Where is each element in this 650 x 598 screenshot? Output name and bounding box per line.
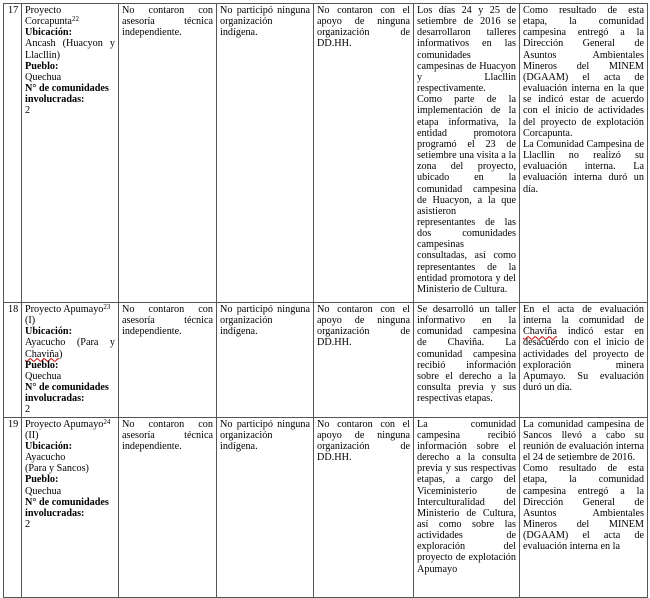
evaluation-stage-cell — [520, 417, 648, 597]
human-rights-org-cell: No contaron con el apoyo de ninguna organización de DD.HH. — [314, 303, 414, 418]
spellcheck-word: Chaviña — [523, 326, 557, 338]
information-paragraph: Se desarrolló un taller informativo en la comunidad campesina de Chaviña. La comunidad campesina recibió información sobre el derecho a la consulta previa y sus respectivas etapas. — [417, 304, 516, 405]
information-stage-cell — [414, 417, 520, 597]
information-paragraph: Los días 24 y 25 de setiembre de 2016 se desarrollaron talleres informativos en las comunidades campesinas de Huacyon y Llacllin respectivamente. — [417, 5, 516, 95]
project-cell — [22, 417, 119, 597]
row-number: 17 — [4, 4, 22, 303]
communities-value: 2 — [25, 404, 31, 416]
human-rights-org-cell: No contaron con el apoyo de ninguna organización de DD.HH. — [314, 417, 414, 597]
project-cell — [22, 303, 119, 418]
indigenous-org-cell: No participó ninguna organización indígena. — [217, 4, 314, 303]
table-row — [4, 417, 648, 597]
information-paragraph: Como parte de la implementación de la etapa informativa, la entidad promotora programó el 23 de setiembre una visita a la zona del proyecto, ubicado en la comunidad campesina de Huacyon, a la que asistieron representantes de las dos comunidades campesinas consultadas, así como representantes de la entidad promotora y del Ministerio de Cultura. — [417, 94, 516, 295]
project-name: Proyecto Apumayo — [25, 418, 104, 430]
location-value-detail: (Para y Sancos) — [25, 463, 89, 475]
indigenous-org-cell: No participó ninguna organización indígena. — [217, 417, 314, 597]
technical-advice-cell: No contaron con asesoría técnica independiente. — [119, 417, 217, 597]
evaluation-stage-cell — [520, 4, 648, 303]
communities-value: 2 — [25, 518, 31, 530]
people-value: Quechua — [25, 71, 62, 83]
evaluation-paragraph: Como resultado de esta etapa, la comunidad campesina entregó a la Dirección General de Asuntos Ambientales Mineros del MINEM (DGAAM) el acta de evaluación interna en la que se indicó estar de acuerdo con el inicio de actividades del proyecto de explotación Corcapunta. — [523, 5, 644, 139]
footnote-ref: 22 — [71, 15, 79, 24]
project-cell — [22, 4, 119, 303]
footnote-ref: 24 — [103, 417, 111, 426]
table-row — [4, 4, 648, 303]
indigenous-org-cell: No participó ninguna organización indígena. — [217, 303, 314, 418]
location-value: Ancash (Huacyon y Llacllin) — [25, 38, 115, 61]
people-label: Pueblo: — [25, 474, 59, 486]
people-label: Pueblo: — [25, 359, 59, 371]
information-stage-cell — [414, 303, 520, 418]
spellcheck-word: Chaviña — [25, 348, 59, 360]
location-label: Ubicación: — [25, 326, 72, 338]
human-rights-org-cell: No contaron con el apoyo de ninguna organización de DD.HH. — [314, 4, 414, 303]
information-stage-cell — [414, 4, 520, 303]
evaluation-paragraph: En el acta de evaluación interna la comunidad de Chaviña indicó estar en desacuerdo con el inicio de actividades del proyecto de exploración minera Apumayo. Su evaluación duró un día. — [523, 304, 644, 394]
location-label: Ubicación: — [25, 27, 72, 39]
communities-value: 2 — [25, 105, 31, 117]
location-value: Ayacucho (Para y Chaviña) — [25, 337, 115, 360]
project-phase: (II) — [25, 429, 39, 441]
consultation-table — [3, 3, 648, 598]
row-number: 19 — [4, 417, 22, 597]
communities-label: N° de comunidades involucradas: — [25, 83, 109, 106]
evaluation-paragraph: Como resultado de esta etapa, la comunidad campesina entregó a la Dirección General de Asuntos Ambientales Mineros del MINEM (DGAAM) el acta de evaluación interna en la — [523, 463, 644, 553]
project-phase: (I) — [25, 315, 36, 327]
row-number: 18 — [4, 303, 22, 418]
location-label: Ubicación: — [25, 440, 72, 452]
location-value: Ayacucho — [25, 452, 66, 464]
people-value: Quechua — [25, 485, 62, 497]
project-name: Proyecto Apumayo — [25, 304, 104, 315]
table-row — [4, 303, 648, 418]
communities-label: N° de comunidades involucradas: — [25, 382, 109, 405]
project-name: Proyecto Corcapunta — [25, 5, 72, 28]
technical-advice-cell: No contaron con asesoría técnica independiente. — [119, 303, 217, 418]
communities-label: N° de comunidades involucradas: — [25, 496, 109, 519]
people-label: Pueblo: — [25, 60, 59, 72]
information-paragraph: La comunidad campesina recibió información sobre el derecho a la consulta previa y sus respectivas etapas, a cargo del Viceministerio de Interculturalidad del Ministerio de Cultura, así como sobre las actividades de exploración del proyecto de explotación Apumayo — [417, 418, 516, 575]
people-value: Quechua — [25, 370, 62, 382]
evaluation-paragraph: La comunidad campesina de Sancos llevó a cabo su reunión de evaluación interna el 24 de setiembre de 2016. — [523, 418, 644, 464]
footnote-ref: 23 — [103, 303, 111, 311]
evaluation-stage-cell — [520, 303, 648, 418]
technical-advice-cell: No contaron con asesoría técnica independiente. — [119, 4, 217, 303]
evaluation-paragraph: La Comunidad Campesina de Llacllin no realizó su evaluación interna. La evaluación interna duró un día. — [523, 138, 644, 195]
